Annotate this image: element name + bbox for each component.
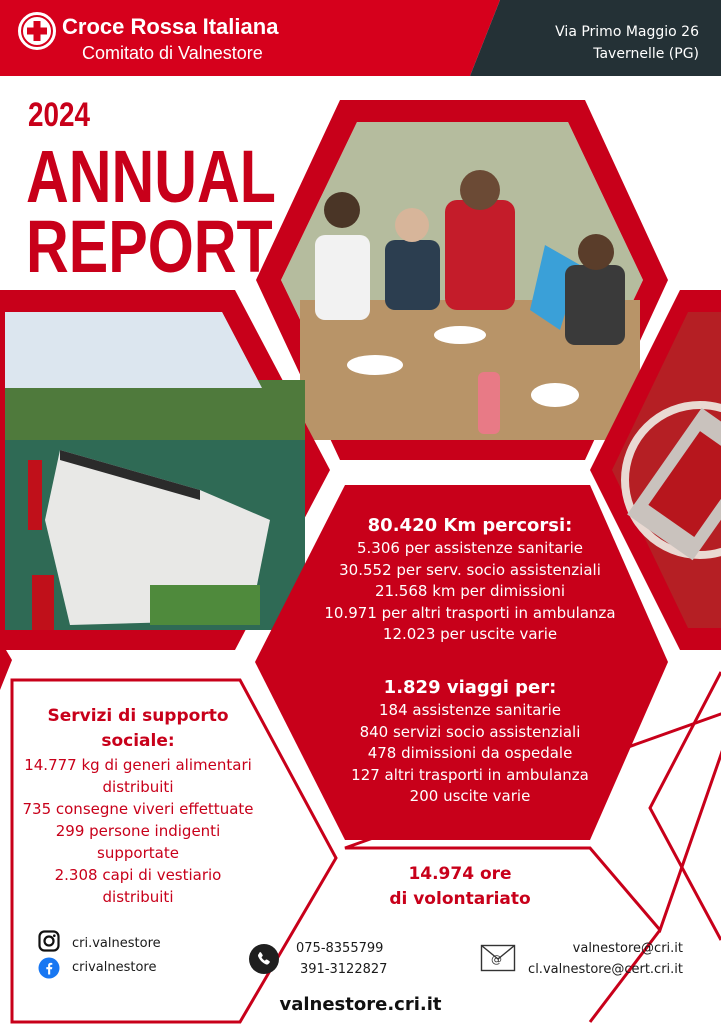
km-heading: 80.420 Km percorsi: <box>367 515 573 536</box>
website-link[interactable]: valnestore.cri.it <box>279 994 442 1015</box>
km-item: 5.306 per assistenze sanitarie <box>356 539 583 557</box>
trips-item: 127 altri trasporti in ambulanza <box>351 765 589 784</box>
phone-number-1[interactable]: 075-8355799 <box>296 941 384 956</box>
volunteer-hours <box>380 862 540 912</box>
km-item: 30.552 per serv. socio assistenziali <box>339 560 601 579</box>
instagram-handle[interactable]: cri.valnestore <box>72 936 161 951</box>
report-year: 2024 <box>28 96 91 134</box>
social-item: supportate <box>97 844 179 862</box>
right-edge-decor <box>650 672 721 940</box>
trips-item: 184 assistenze sanitarie <box>378 701 561 719</box>
trips-item: 840 servizi socio assistenziali <box>359 722 581 741</box>
children-activity-photo <box>256 100 668 460</box>
social-heading-2: sociale: <box>101 731 175 751</box>
svg-text:@: @ <box>491 953 502 966</box>
social-item: 735 consegne viveri effettuate <box>22 800 254 818</box>
social-item: distribuiti <box>102 888 174 906</box>
social-item: 2.308 capi di vestiario <box>54 866 222 884</box>
km-item: 12.023 per uscite varie <box>382 625 558 643</box>
committee-name: Comitato di Valnestore <box>82 43 263 63</box>
facebook-handle[interactable]: crivalnestore <box>72 960 157 975</box>
instagram-icon[interactable] <box>38 930 60 952</box>
hours-label: di volontariato <box>389 889 531 909</box>
org-name: Croce Rossa Italiana <box>62 14 279 39</box>
km-stats <box>290 514 650 646</box>
hours-value: 14.974 ore <box>408 864 512 884</box>
email-icon <box>480 944 516 972</box>
social-item: 14.777 kg di generi alimentari <box>24 756 252 774</box>
trips-heading: 1.829 viaggi per: <box>383 677 557 698</box>
tents-photo <box>0 290 330 650</box>
km-item: 21.568 km per dimissioni <box>374 582 566 600</box>
email-pec[interactable]: cl.valnestore@cert.cri.it <box>528 962 683 977</box>
social-item: distribuiti <box>102 778 174 796</box>
phone-icon <box>249 944 279 974</box>
trips-item: 478 dimissioni da ospedale <box>367 744 573 762</box>
social-item: 299 persone indigenti <box>55 822 221 840</box>
title-annual: ANNUAL <box>26 135 276 218</box>
phone-number-2[interactable]: 391-3122827 <box>300 962 388 977</box>
address-street: Via Primo Maggio 26 <box>555 24 699 40</box>
title-report: REPORT <box>26 205 273 288</box>
email-primary[interactable]: valnestore@cri.it <box>572 941 683 956</box>
trips-stats <box>290 676 650 808</box>
facebook-icon[interactable] <box>38 957 60 979</box>
social-support-section <box>8 704 268 908</box>
km-item: 10.971 per altri trasporti in ambulanza <box>324 603 616 622</box>
trips-item: 200 uscite varie <box>409 787 531 805</box>
red-cross-logo <box>18 12 56 50</box>
social-heading-1: Servizi di supporto <box>47 706 229 726</box>
address-city: Tavernelle (PG) <box>593 46 699 62</box>
